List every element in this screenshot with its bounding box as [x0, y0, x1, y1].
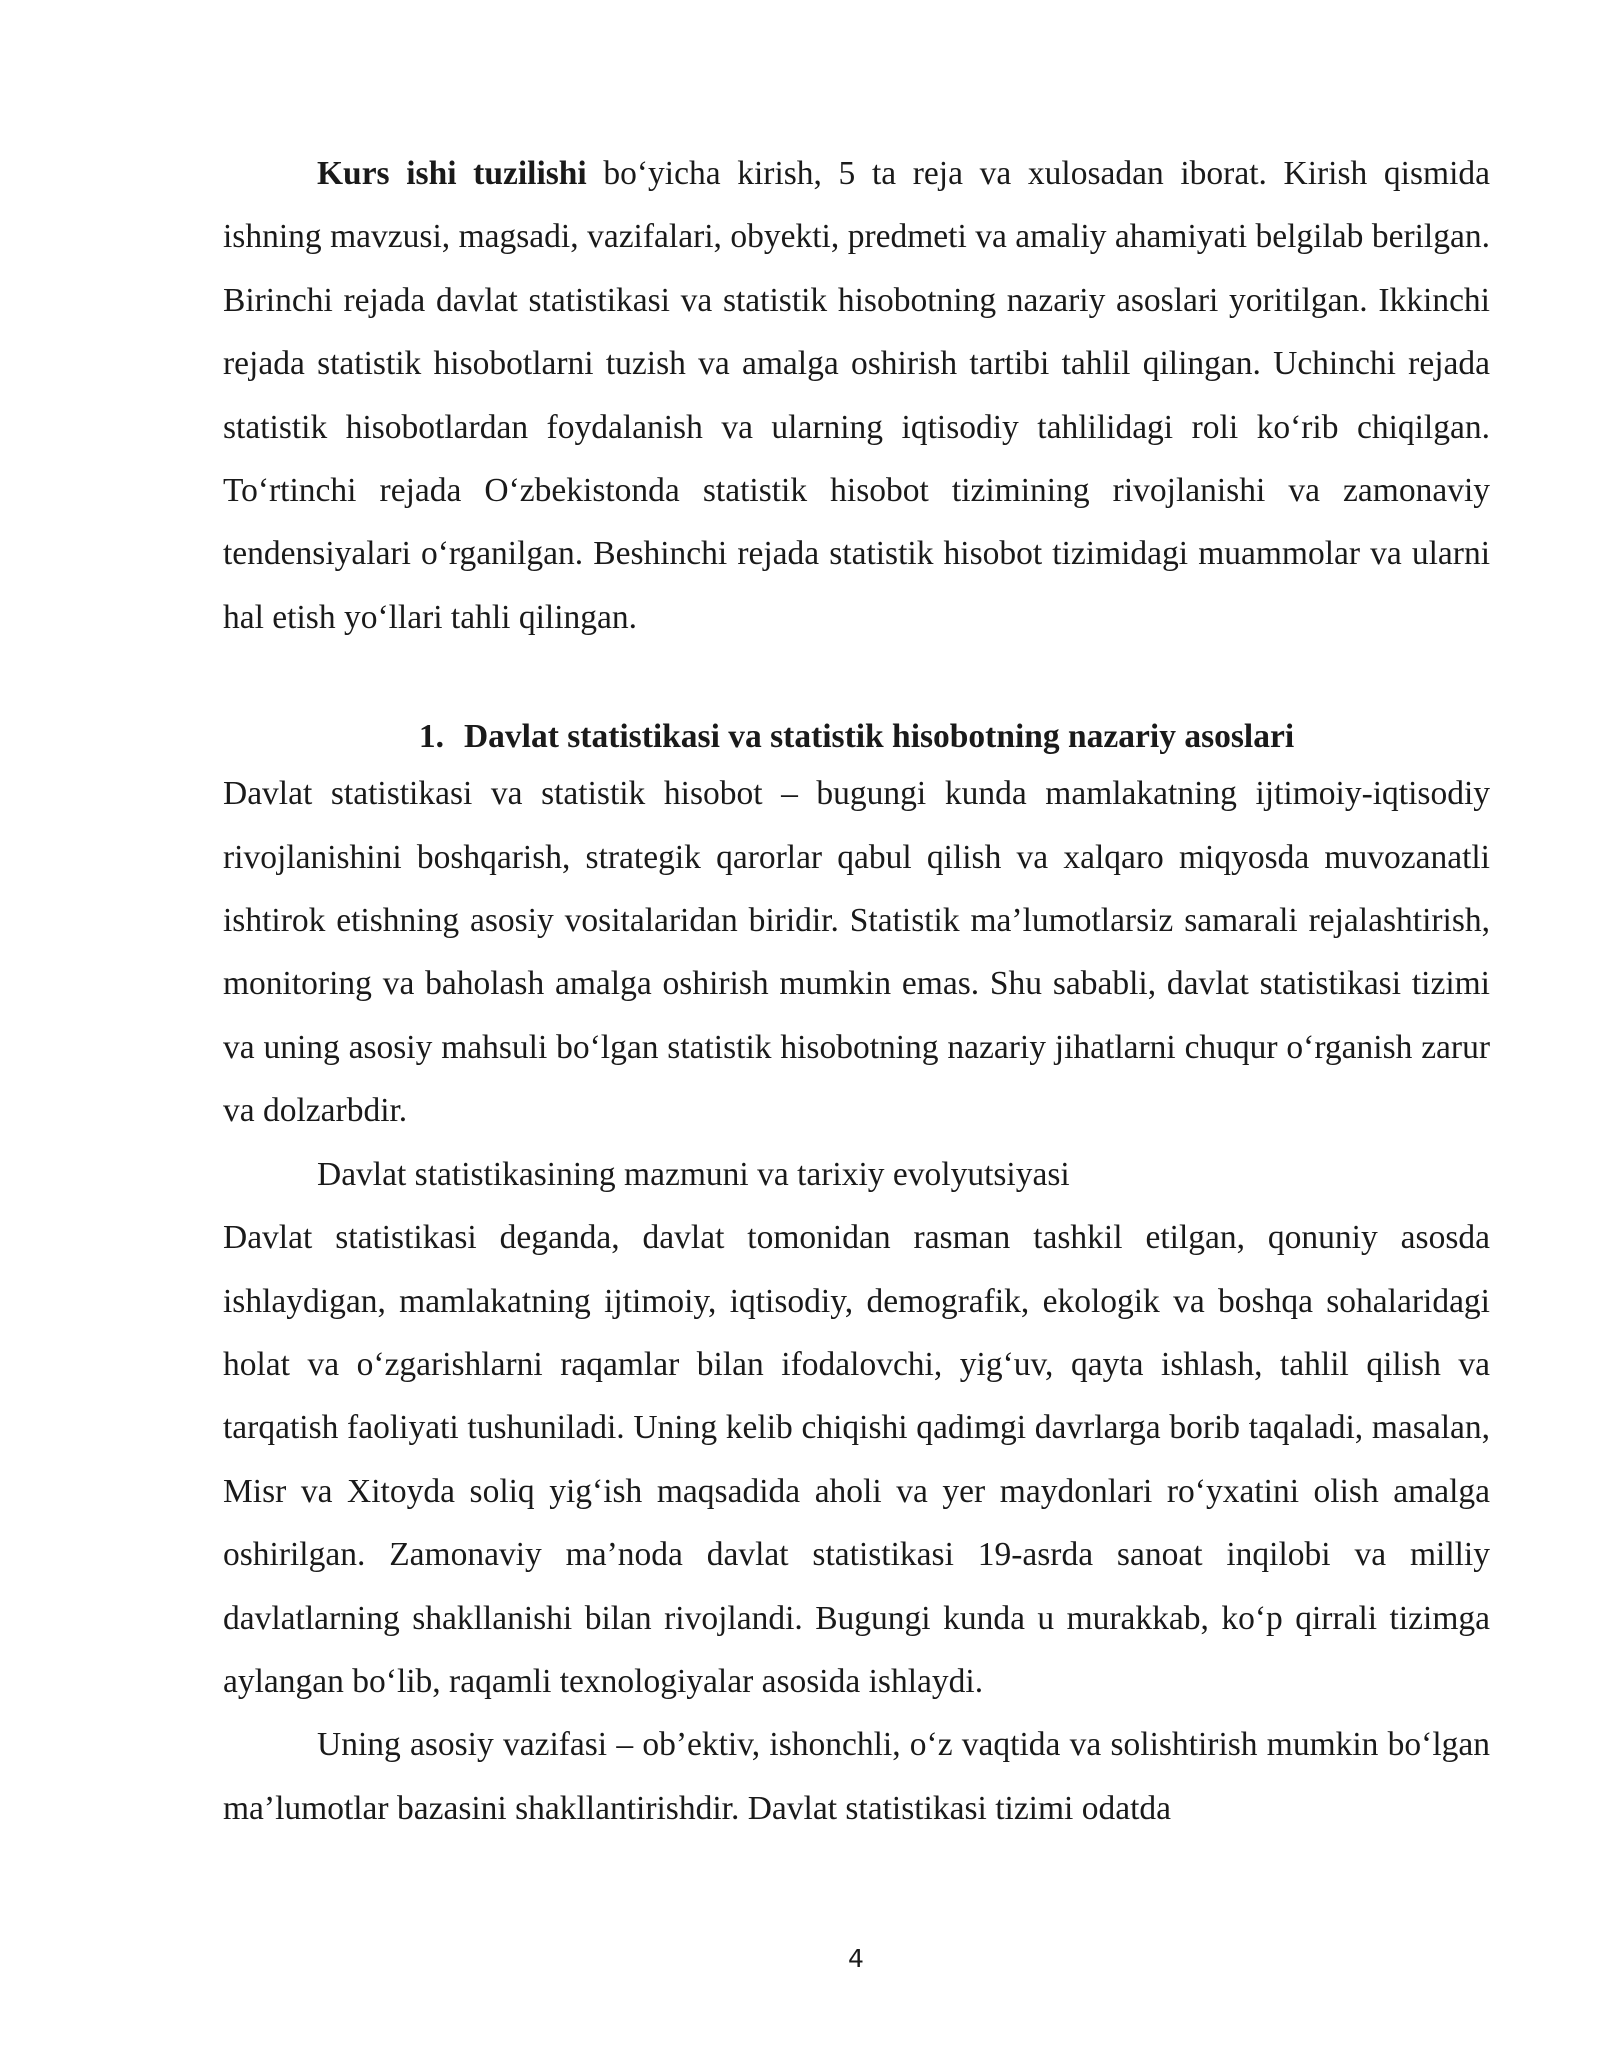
intro-paragraph: [223, 142, 1490, 649]
page-number: 4: [848, 1944, 864, 1973]
section-paragraph-2: Davlat statistikasi deganda, davlat tomonidan rasman tashkil etilgan, qonuniy asosda ishlaydigan, mamlakatning ijtimoiy, iqtisodiy, demografik, ekologik va boshqa sohalaridagi holat va o‘zgarishlarni raqamlar bilan ifodalovchi, yig‘uv, qayta ishlash, tahlil qilish va tarqatish faoliyati tushuniladi. Uning kelib chiqishi qadimgi davrlarga borib taqaladi, masalan, Misr va Xitoyda soliq yig‘ish maqsadida aholi va yer maydonlari ro‘yxatini olish amalga oshirilgan. Zamonaviy ma’noda davlat statistikasi 19-asrda sanoat inqilobi va milliy davlatlarning shakllanishi bilan rivojlandi. Bugungi kunda u murakkab, ko‘p qirrali tizimga aylangan bo‘lib, raqamli texnologiyalar asosida ishlaydi.: [223, 1219, 1490, 1700]
intro-text: bo‘yicha kirish, 5 ta reja va xulosadan iborat. Kirish qismida ishning mavzusi, magsadi, vazifalari, obyekti, predmeti va amaliy ahamiyati belgilab berilgan. Birinchi rejada davlat statistikasi va statistik hisobotning nazariy asoslari yoritilgan. Ikkinchi rejada statistik hisobotlarni tuzish va amalga oshirish tartibi tahlil qilingan. Uchinchi rejada statistik hisobotlardan foydalanish va ularning iqtisodiy tahlilidagi roli ko‘rib chiqilgan. To‘rtinchi rejada O‘zbekistonda statistik hisobot tizimining rivojlanishi va zamonaviy tendensiyalari o‘rganilgan. Beshinchi rejada statistik hisobot tizimidagi muammolar va ularni hal etish yo‘llari tahli qilingan.: [223, 155, 1490, 636]
section-number: 1.: [418, 718, 444, 756]
page-content: [223, 142, 1490, 1840]
intro-bold-lead: Kurs ishi tuzilishi: [317, 155, 587, 192]
section-subheading: Davlat statistikasining mazmuni va tarixiy evolyutsiyasi: [317, 1155, 1070, 1193]
section-title: Davlat statistikasi va statistik hisobotning nazariy asoslari: [463, 718, 1295, 756]
section-paragraph-3: Uning asosiy vazifasi – ob’ektiv, ishonchli, o‘z vaqtida va solishtirish mumkin bo‘lgan ma’lumotlar bazasini shakllantirishdir. Davlat statistikasi tizimi odatda: [223, 1726, 1490, 1827]
section-heading: [223, 712, 1490, 762]
section-paragraph-1: Davlat statistikasi va statistik hisobot – bugungi kunda mamlakatning ijtimoiy-iqtisodiy rivojlanishini boshqarish, strategik qarorlar qabul qilish va xalqaro miqyosda muvozanatli ishtirok etishning asosiy vositalaridan biridir. Statistik ma’lumotlarsiz samarali rejalashtirish, monitoring va baholash amalga oshirish mumkin emas. Shu sababli, davlat statistikasi tizimi va uning asosiy mahsuli bo‘lgan statistik hisobotning nazariy jihatlarni chuqur o‘rganish zarur va dolzarbdir.: [223, 775, 1490, 1130]
